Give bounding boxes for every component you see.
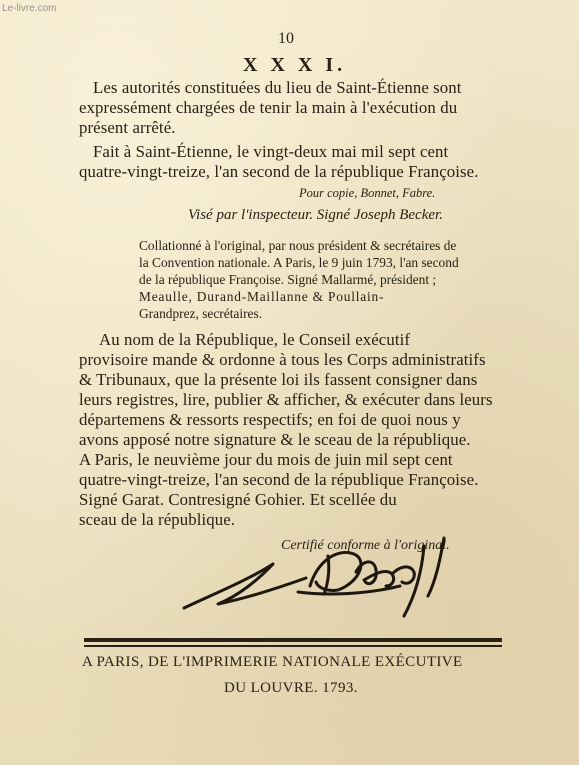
rule-thick	[84, 638, 502, 642]
decree-line: A Paris, le neuvième jour du mois de juin mil sept cent	[79, 450, 453, 469]
decree-line: provisoire mande & ordonne à tous les Corps administratifs	[79, 350, 486, 369]
article-line: présent arrêté.	[79, 118, 176, 137]
decree-line: leurs registres, lire, publier & afficher, & exécuter dans leurs	[79, 390, 493, 409]
handwritten-signature	[178, 530, 478, 630]
collationne-line: de la république Françoise. Signé Mallarmé, président ;	[139, 272, 437, 287]
decree-line: avons apposé notre signature & le sceau de la république.	[79, 430, 471, 449]
fait-line: Fait à Saint-Étienne, le vingt-deux mai mil sept cent	[93, 142, 449, 161]
decree-line: départemens & ressorts respectifs; en foi de quoi nous y	[79, 410, 461, 429]
imprint-line: DU LOUVRE. 1793.	[224, 680, 358, 696]
collationne-line: Collationné à l'original, par nous président & secrétaires de	[139, 238, 457, 253]
pour-copie: Pour copie, Bonnet, Fabre.	[299, 186, 436, 200]
decree-line: sceau de la république.	[79, 510, 236, 529]
imprint-line: A PARIS, DE L'IMPRIMERIE NATIONALE EXÉCUTIVE	[82, 654, 463, 670]
certifie-line: Certifié conforme à l'original.	[281, 538, 450, 553]
decree-line: & Tribunaux, que la présente loi ils fassent consigner dans	[79, 370, 478, 389]
collationne-line: Grandprez, secrétaires.	[139, 306, 263, 321]
decree-line: quatre-vingt-treize, l'an second de la république Françoise.	[79, 470, 479, 489]
decree-line: Au nom de la République, le Conseil exécutif	[99, 330, 411, 349]
watermark: Le-livre.com	[2, 3, 57, 14]
article-line: expressément chargées de tenir la main à l'exécution du	[79, 98, 458, 117]
vise-line: Visé par l'inspecteur. Signé Joseph Becker.	[188, 207, 443, 223]
rule-thin	[84, 645, 502, 647]
collationne-line: Meaulle, Durand-Maillanne & Poullain-	[139, 289, 385, 304]
article-line: Les autorités constituées du lieu de Saint-Étienne sont	[93, 78, 462, 97]
decree-line: Signé Garat. Contresigné Gohier. Et scellée du	[79, 490, 397, 509]
page-number: 10	[278, 30, 294, 47]
collationne-line: la Convention nationale. A Paris, le 9 juin 1793, l'an second	[139, 255, 459, 270]
fait-line: quatre-vingt-treize, l'an second de la république Françoise.	[79, 162, 479, 181]
section-heading: X X X I.	[243, 54, 347, 76]
